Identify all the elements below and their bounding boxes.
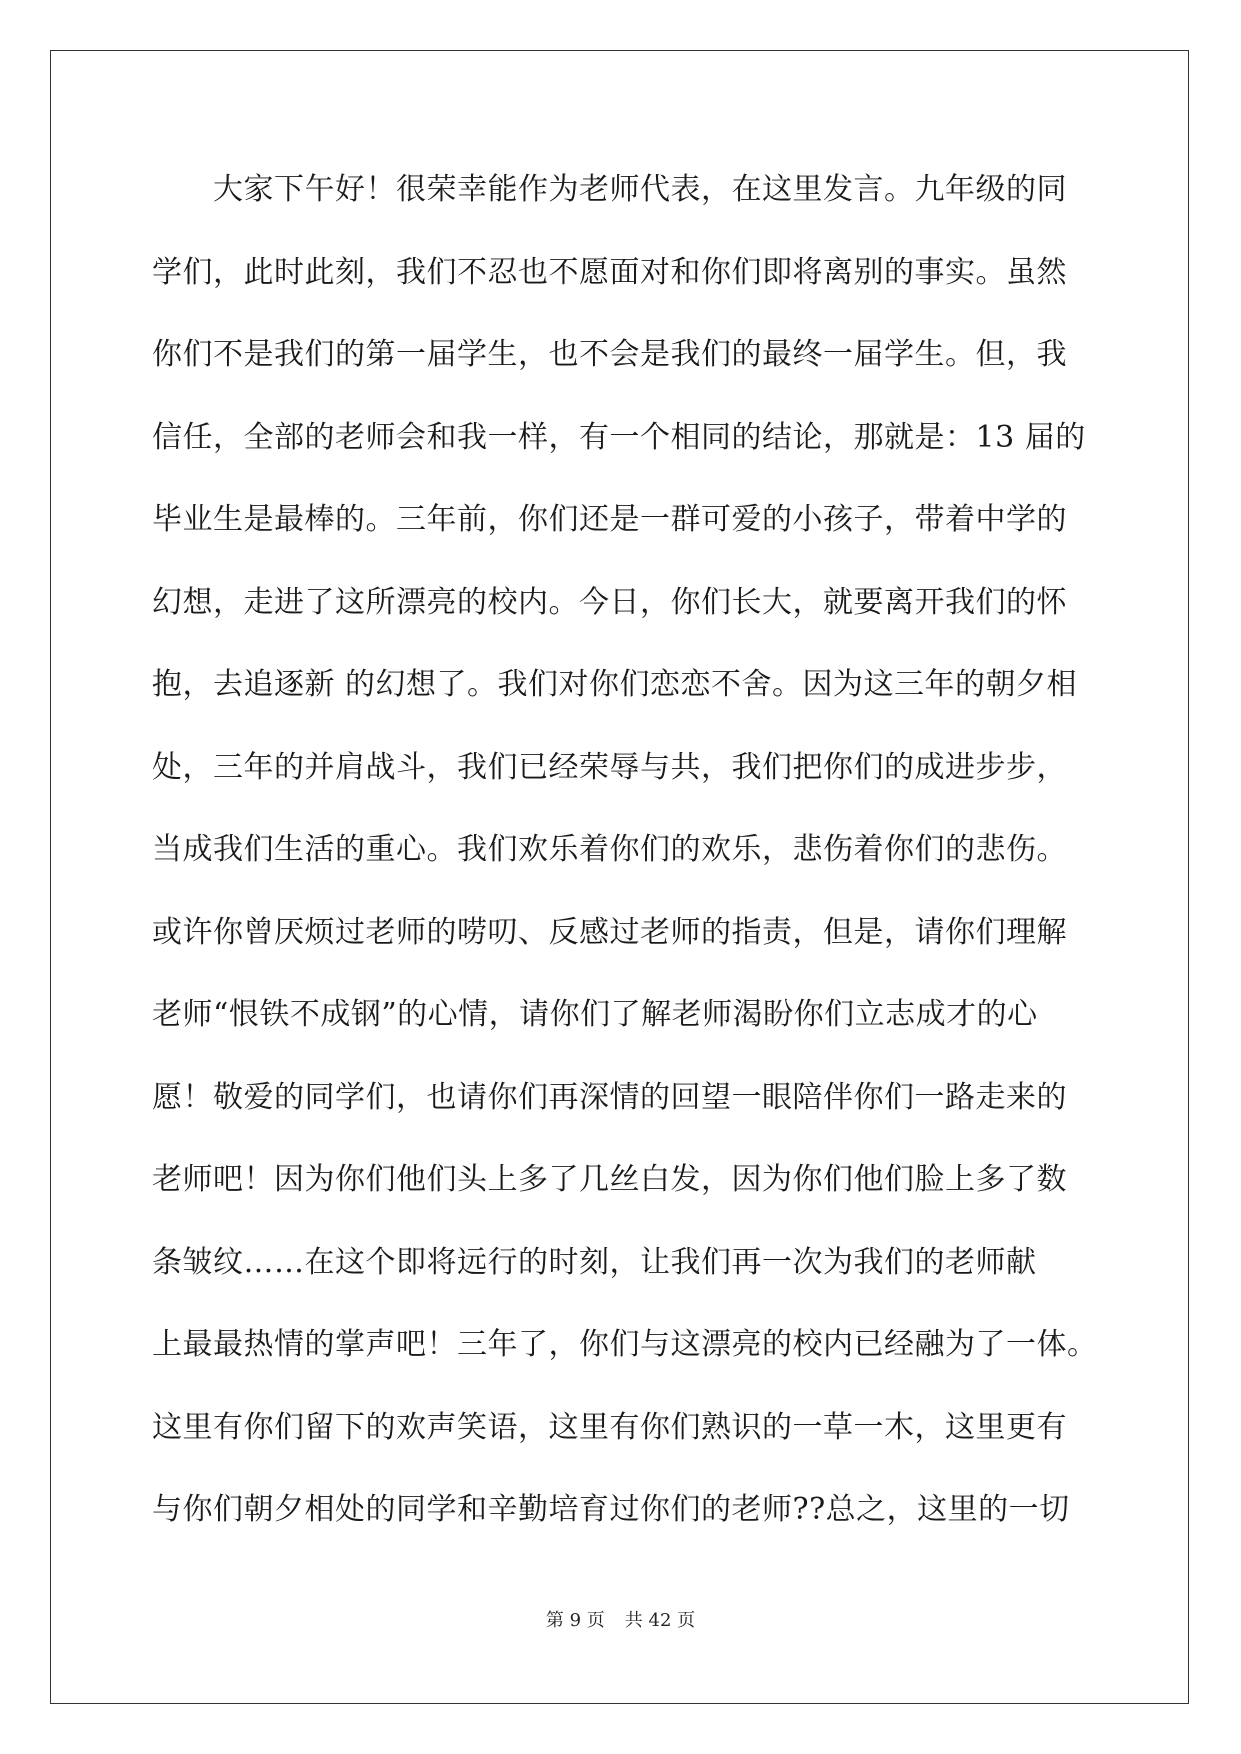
- text-line: 信任，全部的老师会和我一样，有一个相同的结论，那就是：13 届的: [152, 419, 1086, 455]
- page-total: 共 42 页: [624, 1610, 696, 1631]
- text-line: 学们，此时此刻，我们不忍也不愿面对和你们即将离别的事实。虽然: [152, 254, 1067, 290]
- text-line: 这里有你们留下的欢声笑语，这里有你们熟识的一草一木，这里更有: [152, 1409, 1067, 1445]
- body-text: [152, 160, 1098, 1563]
- text-line: 当成我们生活的重心。我们欢乐着你们的欢乐，悲伤着你们的悲伤。: [152, 832, 1067, 867]
- text-line: 老师“恨铁不成钢”的心情，请你们了解老师渴盼你们立志成才的心: [152, 997, 1038, 1032]
- text-line: 或许你曾厌烦过老师的唠叨、反感过老师的指责，但是，请你们理解: [152, 914, 1067, 950]
- text-line: 处，三年的并肩战斗，我们已经荣辱与共，我们把你们的成进步步，: [152, 749, 1067, 785]
- page-number: 第 9 页: [545, 1610, 605, 1631]
- text-line: 老师吧！因为你们他们头上多了几丝白发，因为你们他们脸上多了数: [152, 1162, 1067, 1197]
- text-line: 与你们朝夕相处的同学和辛勤培育过你们的老师??总之，这里的一切: [152, 1492, 1070, 1527]
- text-line: 上最最热情的掌声吧！三年了，你们与这漂亮的校内已经融为了一体。: [152, 1327, 1098, 1362]
- text-line: 条皱纹……在这个即将远行的时刻，让我们再一次为我们的老师献: [152, 1244, 1037, 1280]
- text-line: 愿！敬爱的同学们，也请你们再深情的回望一眼陪伴你们一路走来的: [152, 1079, 1067, 1115]
- page-footer: [0, 1606, 1241, 1632]
- text-line: 你们不是我们的第一届学生，也不会是我们的最终一届学生。但，我: [152, 337, 1067, 372]
- text-line: 大家下午好！很荣幸能作为老师代表，在这里发言。九年级的同: [152, 172, 1067, 207]
- text-line: 毕业生是最棒的。三年前，你们还是一群可爱的小孩子，带着中学的: [152, 502, 1067, 537]
- text-line: 幻想，走进了这所漂亮的校内。今日，你们长大，就要离开我们的怀: [152, 584, 1067, 620]
- text-line: 抱，去追逐新 的幻想了。我们对你们恋恋不舍。因为这三年的朝夕相: [152, 667, 1078, 702]
